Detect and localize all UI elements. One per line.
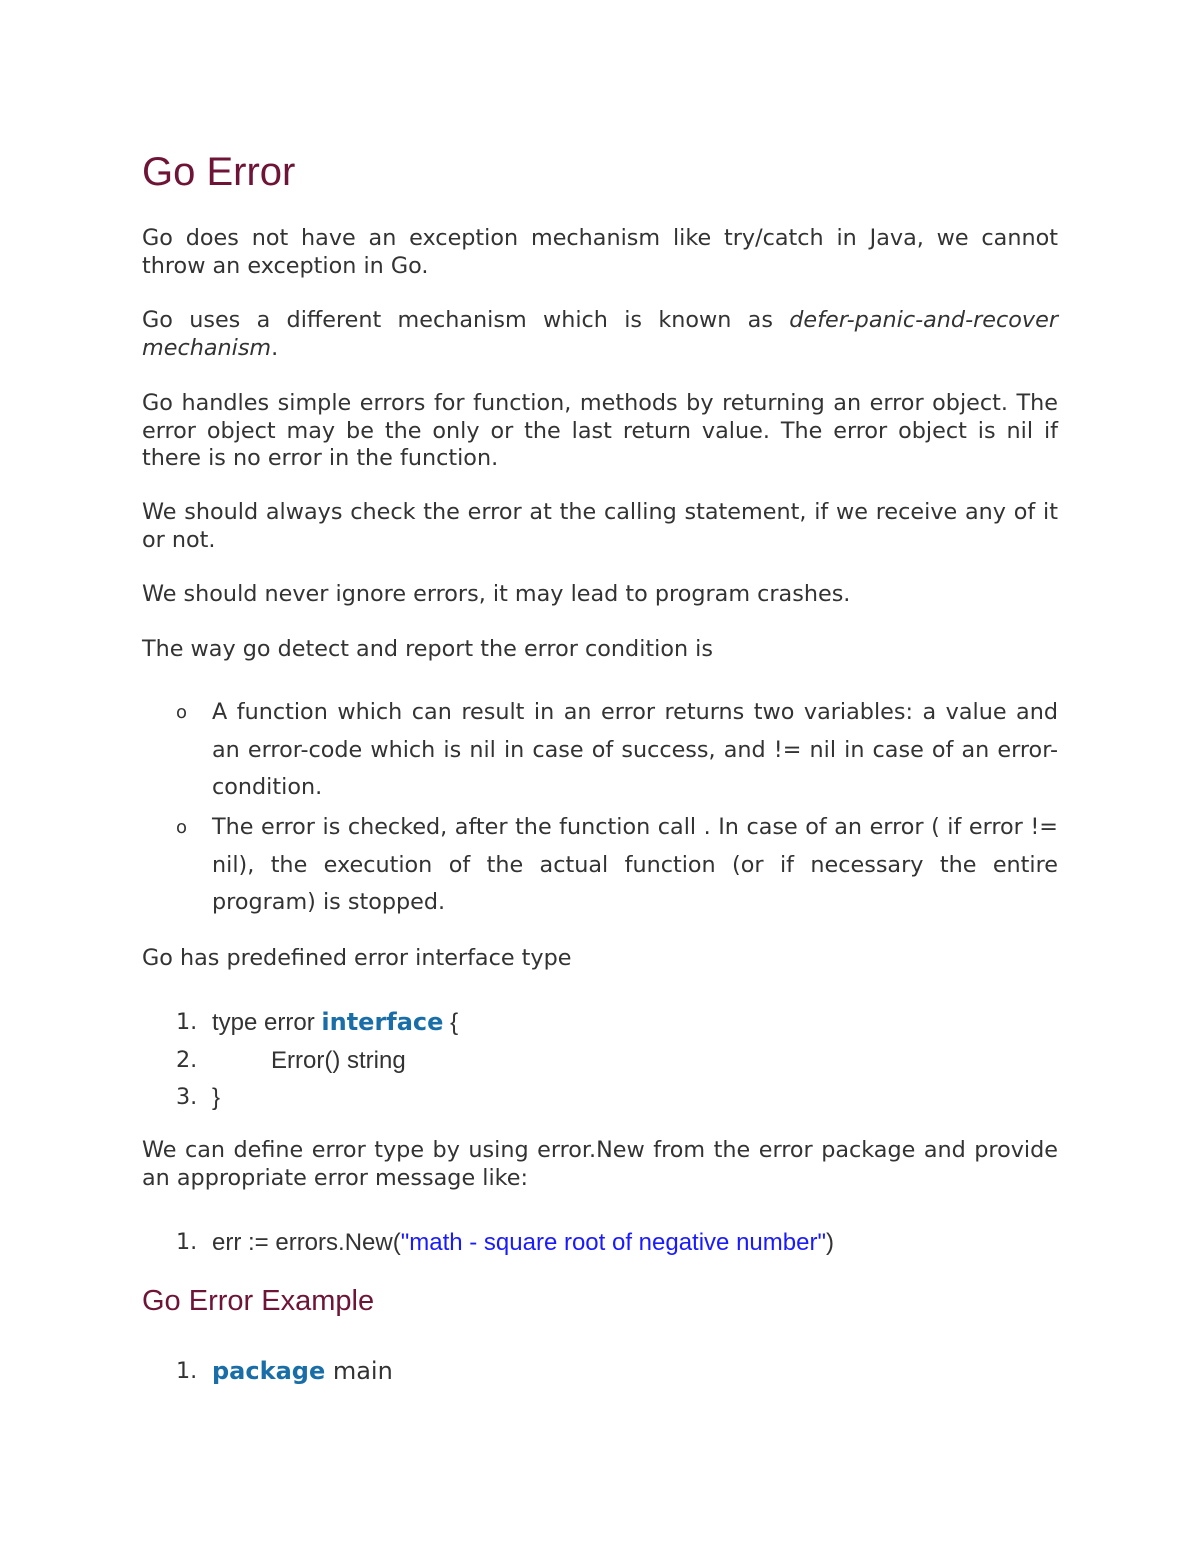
paragraph-detect-report: The way go detect and report the error condition is: [142, 636, 713, 662]
list-item: [142, 809, 1058, 922]
circle-bullet-icon: o: [176, 702, 188, 723]
code-text: main: [325, 1357, 393, 1385]
code-block-interface: [142, 1004, 1058, 1117]
paragraph-text: Go uses a different mechanism which is known as: [142, 307, 790, 333]
code-block-errors-new: [142, 1224, 1058, 1262]
paragraph-never-ignore: We should never ignore errors, it may lead to program crashes.: [142, 581, 851, 607]
list-item-text: A function which can result in an error returns two variables: a value and an error-code which is nil in case of success, and != nil in case of an error-condition.: [212, 699, 1058, 800]
code-text: Error() string: [271, 1046, 406, 1074]
list-item: [142, 694, 1058, 807]
paragraph-defer-panic-recover: [142, 307, 1058, 362]
list-item-text: The error is checked, after the function call . In case of an error ( if error != nil), the execution of the actual function (or if necessary the entire program) is stopped.: [212, 814, 1058, 915]
paragraph-define-error-type: We can define error type by using error.New from the error package and provide an appropriate error message like:: [142, 1137, 1058, 1191]
line-number: 1.: [176, 1229, 198, 1255]
code-keyword: package: [212, 1357, 326, 1385]
code-text: {: [443, 1009, 459, 1036]
line-number: 2.: [176, 1046, 198, 1073]
paragraph-error-object: Go handles simple errors for function, methods by returning an error object. The error object may be the only or the last return value. The error object is nil if there is no error in the function.: [142, 390, 1058, 471]
bullet-list: [142, 694, 1058, 924]
paragraph-check-error: We should always check the error at the calling statement, if we receive any of it or not.: [142, 499, 1058, 553]
paragraph-text: .: [271, 334, 279, 361]
code-block-example: [142, 1353, 1058, 1391]
section-heading: Go Error Example: [142, 1285, 375, 1317]
circle-bullet-icon: o: [176, 817, 188, 838]
emphasis-term: defer-panic-and-recover mechanism: [142, 307, 1058, 361]
page-title: Go Error: [142, 150, 296, 194]
code-line: [142, 1224, 1058, 1262]
code-text: }: [212, 1084, 221, 1111]
code-string: "math - square root of negative number": [400, 1229, 826, 1256]
code-line: [142, 1004, 1058, 1042]
code-line: [142, 1042, 1058, 1080]
code-keyword: interface: [321, 1008, 444, 1036]
code-text: type error: [212, 1009, 322, 1036]
line-number: 1.: [176, 1009, 198, 1035]
paragraph-predefined-interface: Go has predefined error interface type: [142, 945, 572, 971]
line-number: 3.: [176, 1084, 198, 1110]
code-text: ): [825, 1229, 834, 1256]
line-number: 1.: [176, 1358, 198, 1384]
code-text: err := errors.New(: [212, 1229, 401, 1256]
paragraph-no-exceptions: Go does not have an exception mechanism like try/catch in Java, we cannot throw an exception in Go.: [142, 225, 1058, 279]
code-line: [142, 1353, 1058, 1391]
code-line: [142, 1079, 1058, 1117]
